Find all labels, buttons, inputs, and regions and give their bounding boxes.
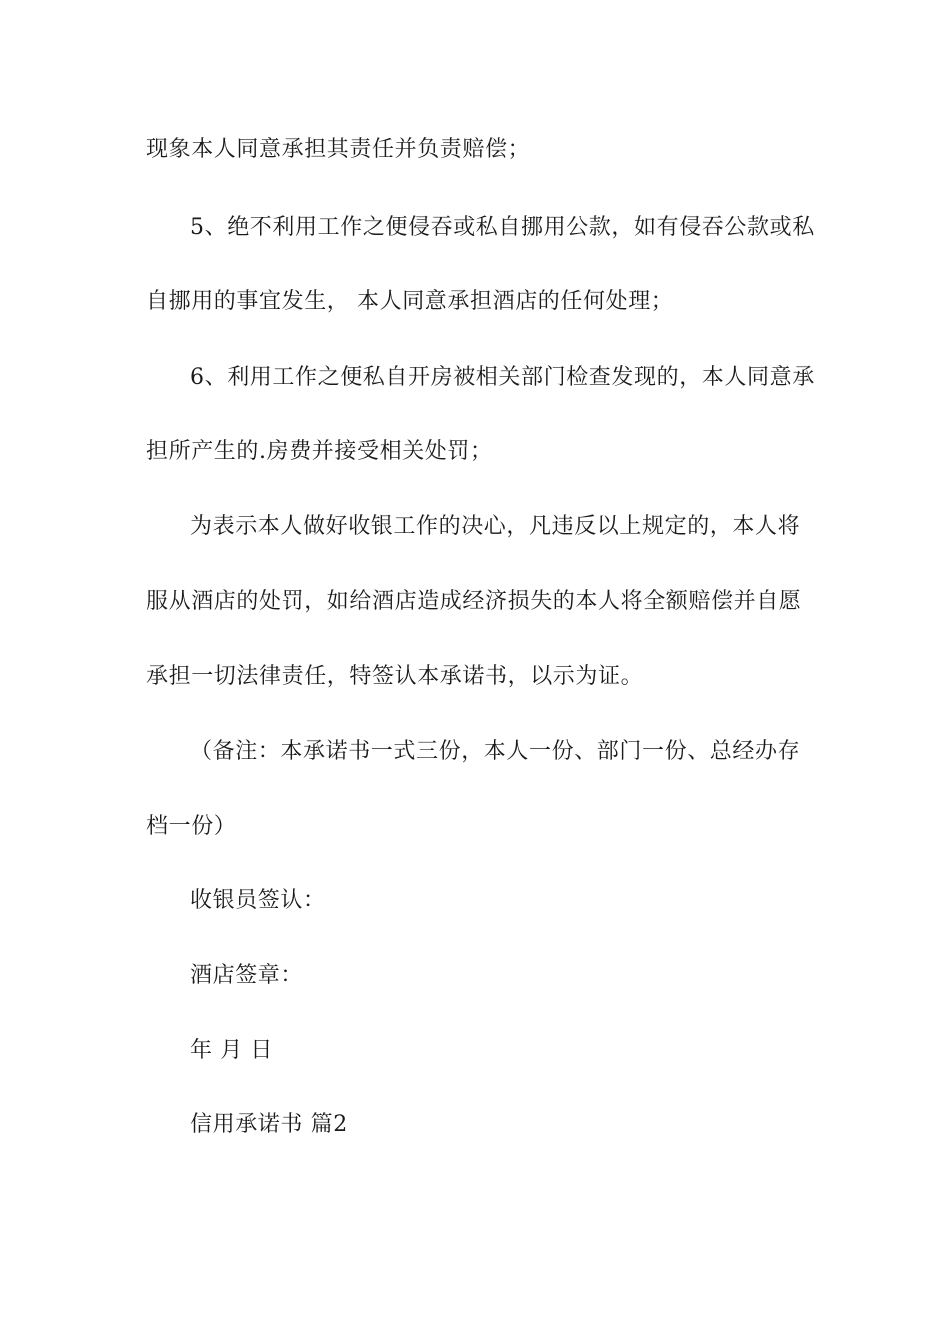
paragraph-line: 服从酒店的处罚，如给酒店造成经济损失的本人将全额赔偿并自愿 bbox=[146, 589, 802, 614]
date-line: 年 月 日 bbox=[190, 1038, 273, 1063]
note-line: 档一份） bbox=[146, 814, 237, 839]
paragraph-line: 担所产生的.房费并接受相关处罚； bbox=[146, 439, 493, 464]
section-heading: 信用承诺书 篇2 bbox=[190, 1112, 348, 1137]
paragraph-line: 承担一切法律责任，特签认本承诺书，以示为证。 bbox=[146, 664, 644, 689]
paragraph-line: 自挪用的事宜发生， 本人同意承担酒店的任何处理； bbox=[146, 289, 674, 314]
note-line: （备注：本承诺书一式三份，本人一份、部门一份、总经办存 bbox=[190, 739, 801, 764]
hotel-seal-label: 酒店签章： bbox=[190, 963, 304, 988]
paragraph-line: 6、利用工作之便私自开房被相关部门检查发现的，本人同意承 bbox=[190, 365, 815, 390]
paragraph-line: 现象本人同意承担其责任并负责赔偿； bbox=[146, 137, 531, 162]
paragraph-line: 5、绝不利用工作之便侵吞或私自挪用公款，如有侵吞公款或私 bbox=[190, 215, 815, 240]
cashier-signature-label: 收银员签认： bbox=[190, 888, 326, 913]
paragraph-line: 为表示本人做好收银工作的决心，凡违反以上规定的，本人将 bbox=[190, 514, 801, 539]
